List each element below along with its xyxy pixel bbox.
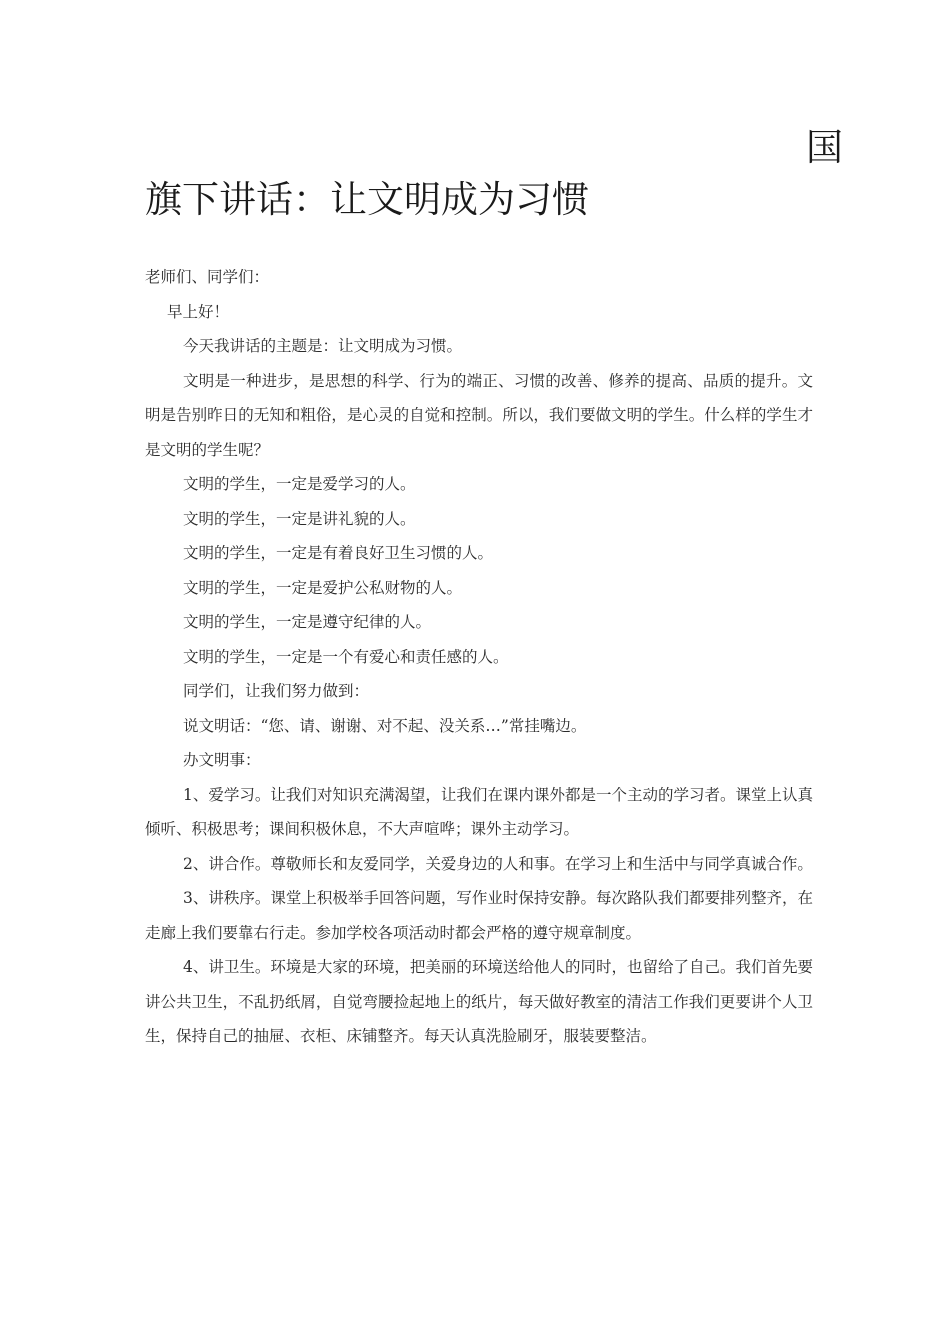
trait-line: 文明的学生，一定是爱护公私财物的人。 xyxy=(183,578,463,597)
numbered-item: 1、爱学习。让我们对知识充满渴望，让我们在课内课外都是一个主动的学习者。课堂上认真倾听、积极思考；课间积极休息，不大声喧哗；课外主动学习。 xyxy=(145,785,813,838)
trait-line: 文明的学生，一定是讲礼貌的人。 xyxy=(183,509,416,528)
morning-line: 早上好！ xyxy=(167,302,230,321)
title-first-char: 国 xyxy=(806,126,843,169)
speech-line: 说文明话：“您、请、谢谢、对不起、没关系…”常挂嘴边。 xyxy=(183,716,587,735)
intro-paragraph: 文明是一种进步，是思想的科学、行为的端正、习惯的改善、修养的提高、品质的提升。文明是告别昨日的无知和粗俗，是心灵的自觉和控制。所以，我们要做文明的学生。什么样的学生才是文明的学生呢？ xyxy=(145,371,813,459)
page-title: 旗下讲话：让文明成为习惯 xyxy=(145,178,589,221)
deeds-heading: 办文明事： xyxy=(183,751,261,769)
trait-line: 文明的学生，一定是一个有爱心和责任感的人。 xyxy=(183,647,509,666)
speech-body xyxy=(145,260,813,1054)
trait-line: 文明的学生，一定是遵守纪律的人。 xyxy=(183,613,432,631)
numbered-item: 4、讲卫生。环境是大家的环境，把美丽的环境送给他人的同时，也留给了自己。我们首先要讲公共卫生，不乱扔纸屑，自觉弯腰捡起地上的纸片，每天做好教室的清洁工作我们更要讲个人卫生，保持自己的抽屉、衣柜、床铺整齐。每天认真洗脸刷牙，服装要整洁。 xyxy=(145,958,813,1045)
numbered-item: 2、讲合作。尊敬师长和友爱同学，关爱身边的人和事。在学习上和生活中与同学真诚合作。 xyxy=(183,854,813,873)
call-line: 同学们，让我们努力做到： xyxy=(183,682,370,700)
trait-line: 文明的学生，一定是有着良好卫生习惯的人。 xyxy=(183,544,494,562)
numbered-item: 3、讲秩序。课堂上积极举手回答问题，写作业时保持安静。每次路队我们都要排列整齐，在走廊上我们要靠右行走。参加学校各项活动时都会严格的遵守规章制度。 xyxy=(145,889,813,942)
trait-line: 文明的学生，一定是爱学习的人。 xyxy=(183,475,416,493)
theme-line: 今天我讲话的主题是：让文明成为习惯。 xyxy=(183,337,463,355)
greeting-line: 老师们、同学们： xyxy=(145,268,270,286)
